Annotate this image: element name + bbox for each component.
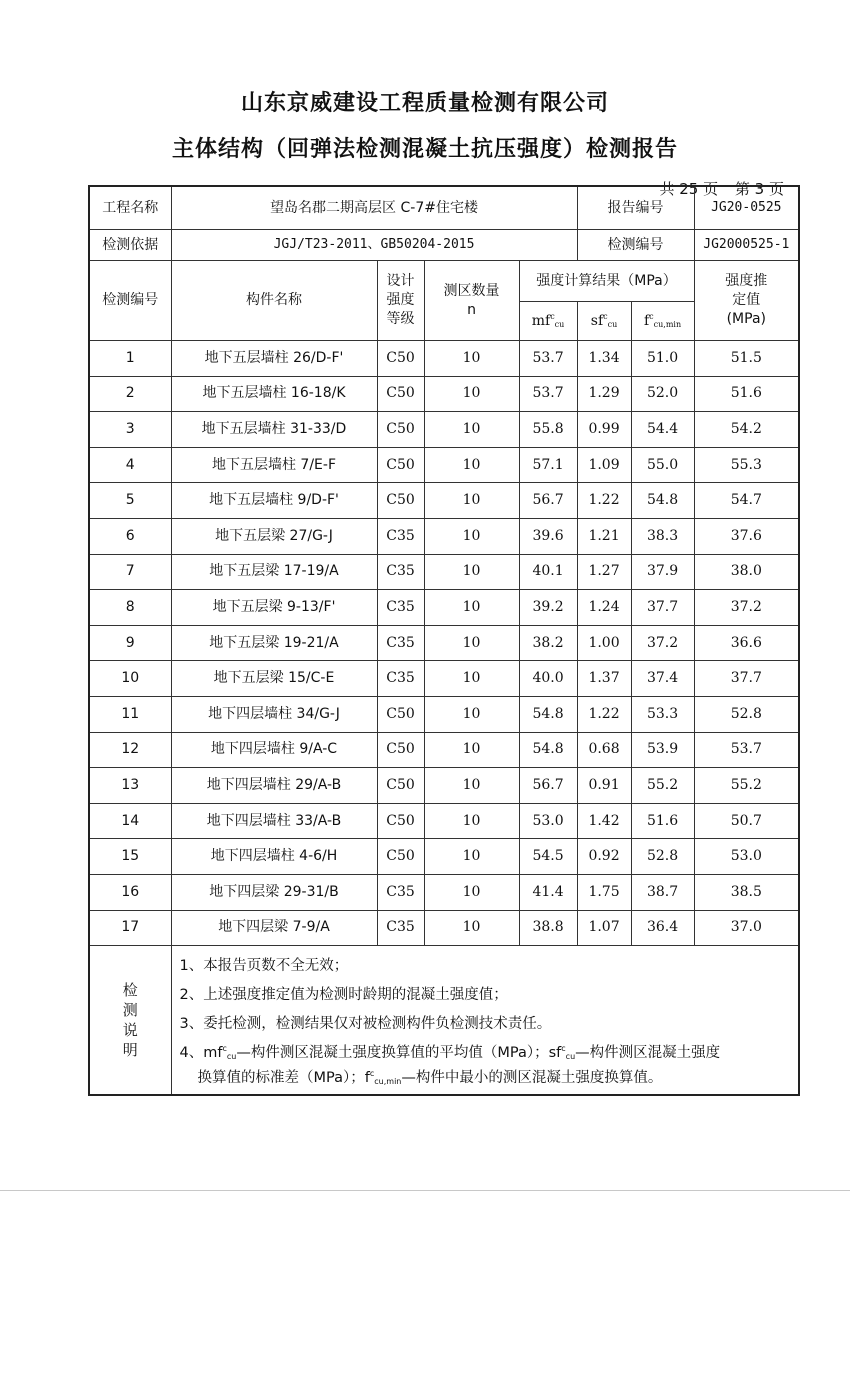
row-member-name: 地下五层墙柱 26/D-F' — [171, 341, 377, 377]
row-zone-count: 10 — [424, 412, 519, 448]
row-mf-value: 53.7 — [519, 341, 577, 377]
test-no-value: JG2000525-1 — [694, 230, 799, 261]
row-member-name: 地下五层梁 15/C-E — [171, 661, 377, 697]
row-fmin-value: 38.3 — [631, 518, 694, 554]
row-test-no: 14 — [89, 803, 171, 839]
table-row — [89, 376, 799, 412]
col-header-test-no: 检测编号 — [89, 261, 171, 341]
row-zone-count: 10 — [424, 910, 519, 946]
row-mf-value: 57.1 — [519, 447, 577, 483]
row-design-grade: C50 — [377, 732, 424, 768]
row-design-grade: C50 — [377, 696, 424, 732]
notes-label: 检 测 说 明 — [89, 946, 171, 1096]
row-zone-count: 10 — [424, 590, 519, 626]
row-design-grade: C50 — [377, 768, 424, 804]
page-total: 共 25 页 — [659, 180, 719, 198]
test-no-label: 检测编号 — [577, 230, 694, 261]
table-row — [89, 518, 799, 554]
row-member-name: 地下五层梁 9-13/F' — [171, 590, 377, 626]
col-header-strength-group: 强度计算结果（MPa） — [519, 261, 694, 302]
row-zone-count: 10 — [424, 696, 519, 732]
row-fmin-value: 51.6 — [631, 803, 694, 839]
table-row — [89, 590, 799, 626]
row-mf-value: 56.7 — [519, 768, 577, 804]
row-mf-value: 55.8 — [519, 412, 577, 448]
row-zone-count: 10 — [424, 874, 519, 910]
row-mf-value: 54.5 — [519, 839, 577, 875]
note-line-2: 2、上述强度推定值为检测时龄期的混凝土强度值； — [179, 986, 508, 1003]
table-row — [89, 803, 799, 839]
row-test-no: 5 — [89, 483, 171, 519]
row-sf-value: 1.22 — [577, 483, 631, 519]
row-mf-value: 39.2 — [519, 590, 577, 626]
design-grade-line-1: 设计 — [386, 273, 415, 290]
report-no-label: 报告编号 — [577, 186, 694, 230]
table-row — [89, 341, 799, 377]
zone-count-symbol: n — [467, 301, 476, 318]
row-sf-value: 1.22 — [577, 696, 631, 732]
project-name-label: 工程名称 — [89, 186, 171, 230]
row-zone-count: 10 — [424, 341, 519, 377]
row-test-no: 8 — [89, 590, 171, 626]
basis-value: JGJ/T23-2011、GB50204-2015 — [171, 230, 577, 261]
col-header-estimated — [694, 261, 799, 341]
row-sf-value: 1.42 — [577, 803, 631, 839]
row-zone-count: 10 — [424, 839, 519, 875]
row-sf-value: 0.99 — [577, 412, 631, 448]
row-estimated-value: 36.6 — [694, 625, 799, 661]
row-design-grade: C35 — [377, 661, 424, 697]
row-test-no: 17 — [89, 910, 171, 946]
table-row — [89, 732, 799, 768]
row-mf-value: 54.8 — [519, 732, 577, 768]
company-name: 山东京威建设工程质量检测有限公司 — [240, 91, 609, 116]
row-zone-count: 10 — [424, 625, 519, 661]
row-fmin-value: 54.4 — [631, 412, 694, 448]
row-estimated-value: 37.0 — [694, 910, 799, 946]
row-member-name: 地下四层梁 29-31/B — [171, 874, 377, 910]
col-header-zone-count — [424, 261, 519, 341]
row-zone-count: 10 — [424, 483, 519, 519]
row-zone-count: 10 — [424, 518, 519, 554]
scan-edge-line — [0, 1190, 850, 1191]
basis-label: 检测依据 — [89, 230, 171, 261]
row-member-name: 地下五层墙柱 7/E-F — [171, 447, 377, 483]
row-fmin-value: 37.7 — [631, 590, 694, 626]
row-fmin-value: 36.4 — [631, 910, 694, 946]
row-test-no: 1 — [89, 341, 171, 377]
table-row — [89, 910, 799, 946]
row-sf-value: 1.07 — [577, 910, 631, 946]
row-design-grade: C50 — [377, 483, 424, 519]
row-member-name: 地下四层墙柱 33/A-B — [171, 803, 377, 839]
row-fmin-value: 55.0 — [631, 447, 694, 483]
row-mf-value: 54.8 — [519, 696, 577, 732]
row-sf-value: 0.91 — [577, 768, 631, 804]
row-sf-value: 1.27 — [577, 554, 631, 590]
row-fmin-value: 38.7 — [631, 874, 694, 910]
row-design-grade: C50 — [377, 839, 424, 875]
row-zone-count: 10 — [424, 554, 519, 590]
report-no-value: JG20-0525 — [694, 186, 799, 230]
row-sf-value: 0.92 — [577, 839, 631, 875]
row-mf-value: 53.7 — [519, 376, 577, 412]
estimated-line-3: (MPa) — [726, 310, 766, 327]
table-row — [89, 483, 799, 519]
row-design-grade: C50 — [377, 376, 424, 412]
row-fmin-value: 52.8 — [631, 839, 694, 875]
row-estimated-value: 38.5 — [694, 874, 799, 910]
row-test-no: 13 — [89, 768, 171, 804]
row-sf-value: 1.34 — [577, 341, 631, 377]
row-test-no: 4 — [89, 447, 171, 483]
row-test-no: 2 — [89, 376, 171, 412]
col-header-fmin: $f^c_{cu,min}$ — [631, 302, 694, 341]
row-member-name: 地下四层墙柱 4-6/H — [171, 839, 377, 875]
row-member-name: 地下五层梁 19-21/A — [171, 625, 377, 661]
row-fmin-value: 55.2 — [631, 768, 694, 804]
row-fmin-value: 51.0 — [631, 341, 694, 377]
row-member-name: 地下五层墙柱 9/D-F' — [171, 483, 377, 519]
row-sf-value: 1.00 — [577, 625, 631, 661]
design-grade-line-3: 等级 — [386, 310, 415, 327]
row-member-name: 地下五层梁 17-19/A — [171, 554, 377, 590]
row-design-grade: C35 — [377, 590, 424, 626]
row-estimated-value: 50.7 — [694, 803, 799, 839]
row-mf-value: 41.4 — [519, 874, 577, 910]
col-header-sf: $sf^c_{cu}$ — [577, 302, 631, 341]
row-estimated-value: 52.8 — [694, 696, 799, 732]
row-design-grade: C35 — [377, 874, 424, 910]
row-design-grade: C50 — [377, 803, 424, 839]
row-estimated-value: 51.5 — [694, 341, 799, 377]
row-estimated-value: 37.7 — [694, 661, 799, 697]
row-fmin-value: 37.2 — [631, 625, 694, 661]
notes-row — [89, 946, 799, 1096]
row-test-no: 16 — [89, 874, 171, 910]
note-line-1: 1、本报告页数不全无效； — [179, 957, 349, 974]
note-line-4: 4、$mf^c_{cu}—$构件测区混凝土强度换算值的平均值（MPa）；$sf^c_{cu}—$构件测区混凝土强度 — [179, 1043, 721, 1061]
row-sf-value: 1.21 — [577, 518, 631, 554]
row-zone-count: 10 — [424, 768, 519, 804]
row-member-name: 地下五层墙柱 16-18/K — [171, 376, 377, 412]
table-row — [89, 839, 799, 875]
row-fmin-value: 53.9 — [631, 732, 694, 768]
row-mf-value: 40.1 — [519, 554, 577, 590]
row-test-no: 3 — [89, 412, 171, 448]
row-sf-value: 0.68 — [577, 732, 631, 768]
row-test-no: 11 — [89, 696, 171, 732]
row-test-no: 7 — [89, 554, 171, 590]
row-member-name: 地下四层墙柱 9/A-C — [171, 732, 377, 768]
row-mf-value: 39.6 — [519, 518, 577, 554]
row-estimated-value: 37.6 — [694, 518, 799, 554]
row-zone-count: 10 — [424, 803, 519, 839]
row-sf-value: 1.75 — [577, 874, 631, 910]
row-design-grade: C35 — [377, 518, 424, 554]
row-member-name: 地下五层梁 27/G-J — [171, 518, 377, 554]
row-test-no: 6 — [89, 518, 171, 554]
project-name-value: 望岛名郡二期高层区 C-7#住宅楼 — [171, 186, 577, 230]
row-fmin-value: 53.3 — [631, 696, 694, 732]
table-row — [89, 768, 799, 804]
row-estimated-value: 53.7 — [694, 732, 799, 768]
row-zone-count: 10 — [424, 732, 519, 768]
row-design-grade: C35 — [377, 625, 424, 661]
row-member-name: 地下四层梁 7-9/A — [171, 910, 377, 946]
estimated-line-2: 定值 — [732, 292, 761, 309]
note-line-5: 换算值的标准差（MPa）；$f^c_{cu,min}—$构件中最小的测区混凝土强度换算值。 — [197, 1068, 663, 1086]
row-sf-value: 1.09 — [577, 447, 631, 483]
table-row — [89, 874, 799, 910]
row-zone-count: 10 — [424, 447, 519, 483]
row-test-no: 15 — [89, 839, 171, 875]
row-member-name: 地下四层墙柱 29/A-B — [171, 768, 377, 804]
row-test-no: 12 — [89, 732, 171, 768]
row-sf-value: 1.37 — [577, 661, 631, 697]
note-line-3: 3、委托检测，检测结果仅对被检测构件负检测技术责任。 — [179, 1015, 552, 1032]
row-zone-count: 10 — [424, 376, 519, 412]
row-member-name: 地下五层墙柱 31-33/D — [171, 412, 377, 448]
col-header-mf: $mf^c_{cu}$ — [519, 302, 577, 341]
row-mf-value: 40.0 — [519, 661, 577, 697]
col-header-design-grade — [377, 261, 424, 341]
row-estimated-value: 55.3 — [694, 447, 799, 483]
notes-content — [171, 946, 799, 1096]
table-row — [89, 625, 799, 661]
row-estimated-value: 53.0 — [694, 839, 799, 875]
row-estimated-value: 51.6 — [694, 376, 799, 412]
row-estimated-value: 55.2 — [694, 768, 799, 804]
row-fmin-value: 37.4 — [631, 661, 694, 697]
row-estimated-value: 54.2 — [694, 412, 799, 448]
table-row — [89, 412, 799, 448]
row-mf-value: 56.7 — [519, 483, 577, 519]
col-header-member-name: 构件名称 — [171, 261, 377, 341]
row-mf-value: 38.8 — [519, 910, 577, 946]
row-design-grade: C50 — [377, 447, 424, 483]
row-design-grade: C50 — [377, 412, 424, 448]
row-estimated-value: 37.2 — [694, 590, 799, 626]
zone-count-label: 测区数量 — [443, 282, 500, 299]
report-title: 主体结构（回弹法检测混凝土抗压强度）检测报告 — [171, 137, 678, 162]
row-zone-count: 10 — [424, 661, 519, 697]
row-design-grade: C35 — [377, 910, 424, 946]
row-test-no: 10 — [89, 661, 171, 697]
report-table — [88, 185, 800, 1096]
row-mf-value: 53.0 — [519, 803, 577, 839]
row-mf-value: 38.2 — [519, 625, 577, 661]
row-fmin-value: 54.8 — [631, 483, 694, 519]
design-grade-line-2: 强度 — [386, 292, 415, 309]
row-sf-value: 1.29 — [577, 376, 631, 412]
estimated-line-1: 强度推 — [725, 273, 768, 290]
row-fmin-value: 37.9 — [631, 554, 694, 590]
table-row — [89, 447, 799, 483]
row-member-name: 地下四层墙柱 34/G-J — [171, 696, 377, 732]
table-row — [89, 554, 799, 590]
row-sf-value: 1.24 — [577, 590, 631, 626]
row-estimated-value: 54.7 — [694, 483, 799, 519]
row-design-grade: C35 — [377, 554, 424, 590]
row-design-grade: C50 — [377, 341, 424, 377]
row-fmin-value: 52.0 — [631, 376, 694, 412]
row-test-no: 9 — [89, 625, 171, 661]
table-row — [89, 696, 799, 732]
row-estimated-value: 38.0 — [694, 554, 799, 590]
table-row — [89, 661, 799, 697]
page-current: 第 3 页 — [734, 180, 784, 198]
